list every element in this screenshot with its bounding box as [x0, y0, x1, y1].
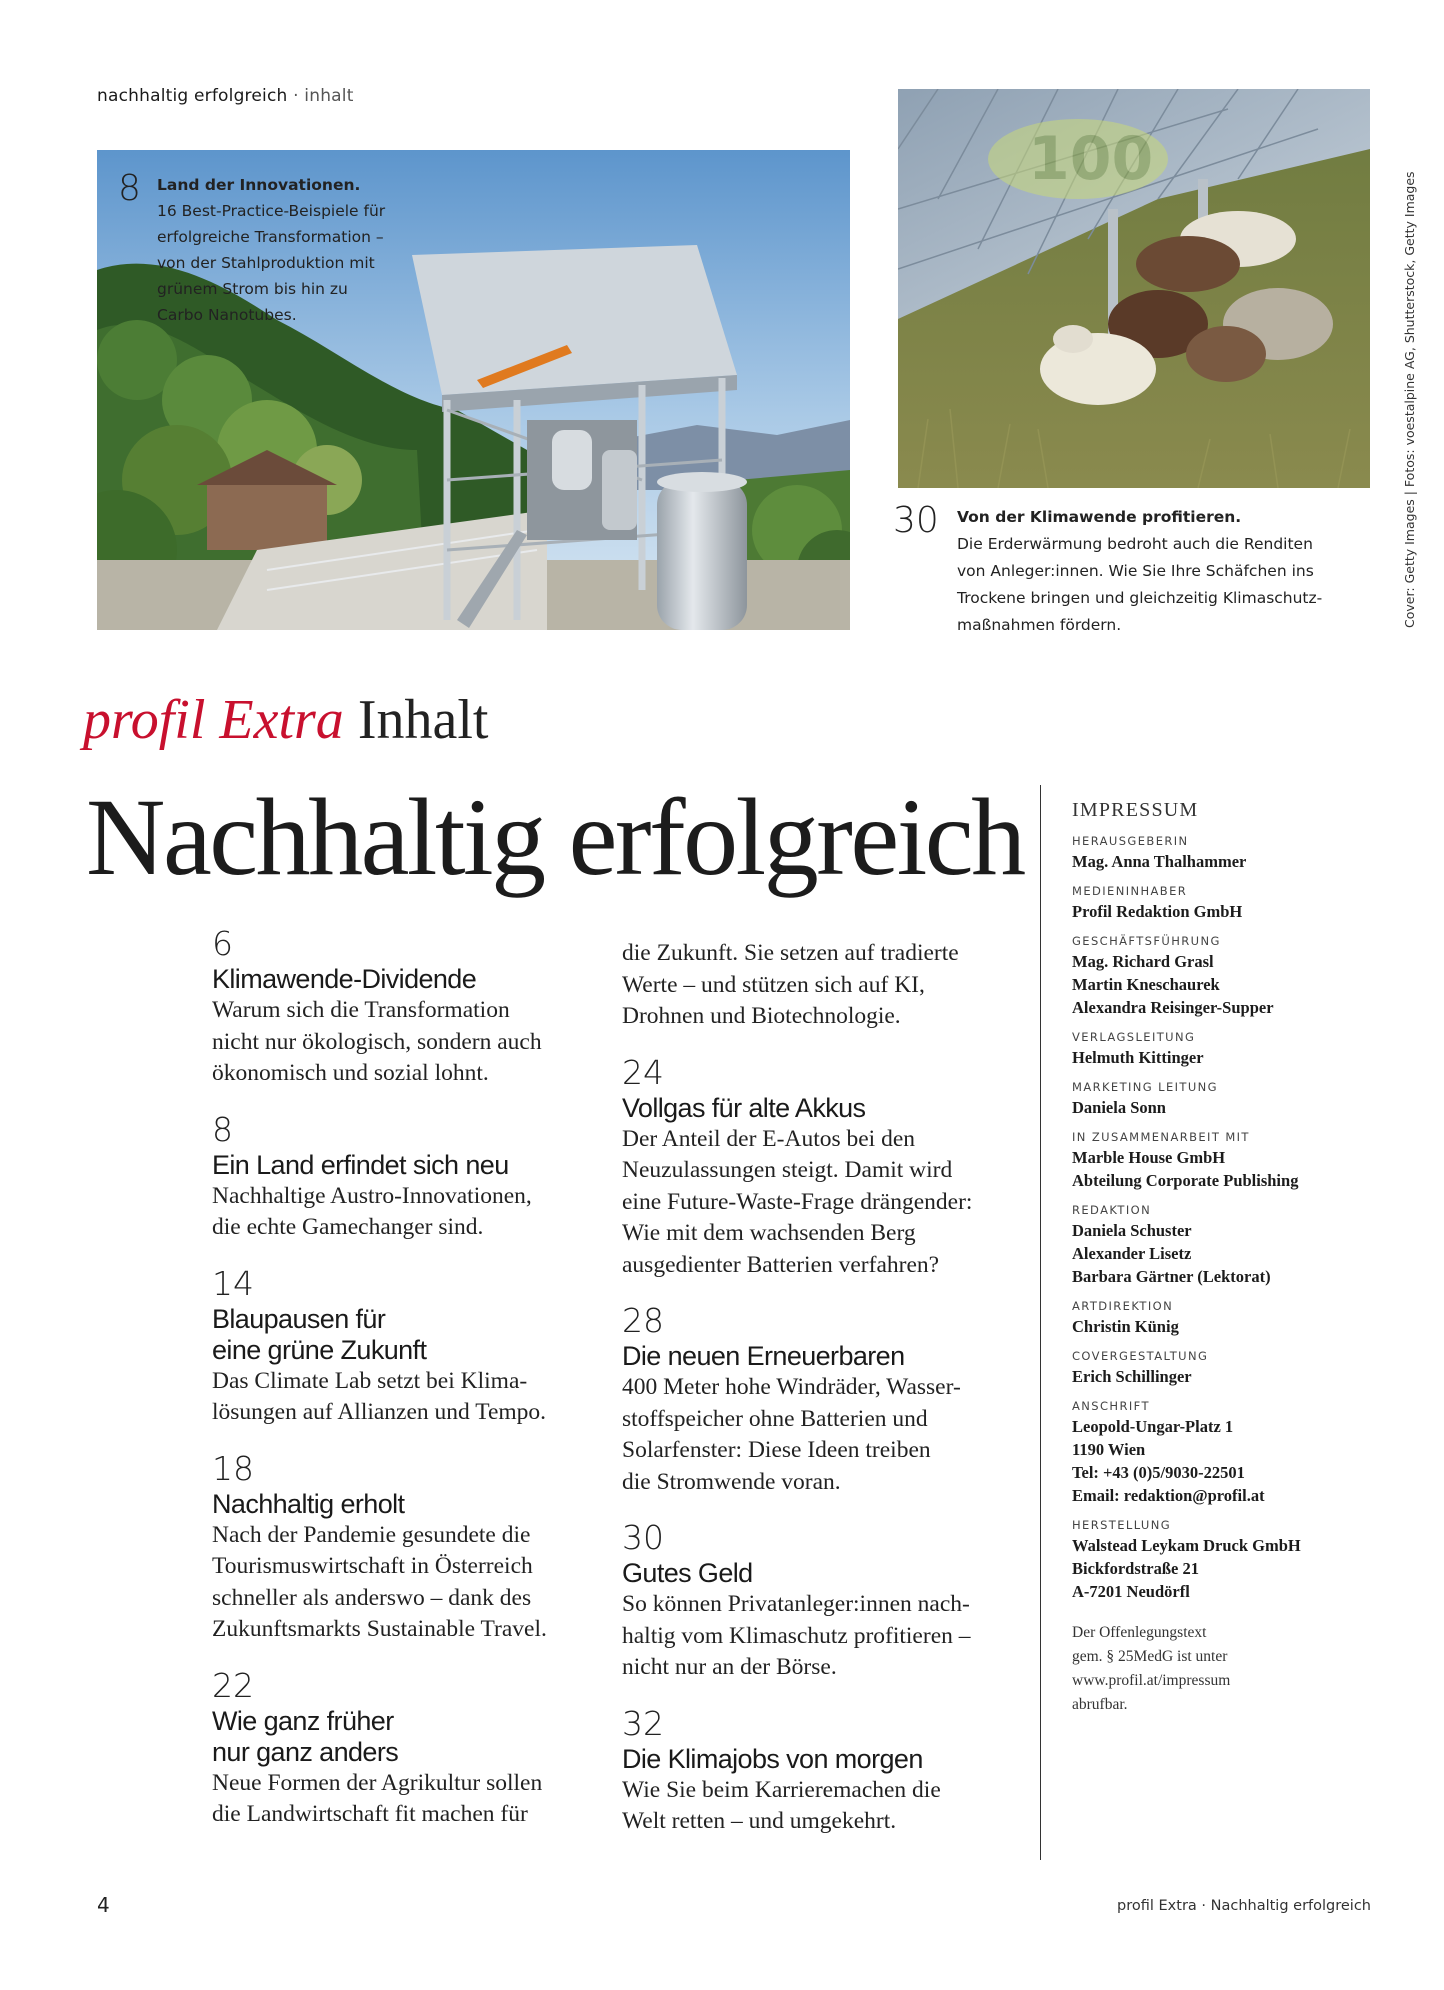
- toc-title: eine grüne Zukunft: [212, 1334, 427, 1365]
- impressum-section: [1072, 1078, 1372, 1119]
- photo-credit: [1402, 171, 1424, 628]
- toc-entry[interactable]: [622, 1053, 992, 1282]
- toc-desc-line: Neue Formen der Agrikultur sollen: [212, 1769, 543, 1796]
- toc-desc-line: 400 Meter hohe Windräder, Wasser-: [622, 1374, 961, 1400]
- impressum-line: Mag. Anna Thalhammer: [1072, 852, 1247, 871]
- impressum-note-line: gem. § 25MedG ist unter: [1072, 1648, 1228, 1665]
- impressum-section: [1072, 932, 1372, 1019]
- caption-title: Land der Innovationen.: [157, 176, 361, 194]
- impressum-line: Tel: +43 (0)5/9030-22501: [1072, 1463, 1245, 1482]
- impressum-label: MEDIENINHABER: [1072, 884, 1188, 898]
- impressum-section: [1072, 1397, 1372, 1507]
- toc-desc-line: Warum sich die Transformation: [212, 997, 510, 1023]
- toc-entry[interactable]: [212, 1449, 572, 1646]
- impressum: [1072, 799, 1372, 1717]
- toc-desc-continuation: die Zukunft. Sie setzen auf tradierte: [622, 940, 959, 966]
- toc-desc-line: nicht nur an der Börse.: [622, 1654, 837, 1680]
- impressum-label: MARKETING LEITUNG: [1072, 1080, 1218, 1094]
- caption-line: grünem Strom bis hin zu: [157, 280, 348, 298]
- toc-desc-line: Das Climate Lab setzt bei Klima-: [212, 1367, 528, 1394]
- toc-title: Nachhaltig erholt: [212, 1488, 405, 1519]
- brand-logo-text: profil Extra: [83, 689, 344, 751]
- section-kicker: [97, 86, 354, 106]
- caption-line: Die Erderwärmung bedroht auch die Renditen: [957, 535, 1313, 553]
- impressum-label: GESCHÄFTSFÜHRUNG: [1072, 934, 1221, 948]
- toc-title: Klimawende-Dividende: [212, 964, 477, 994]
- caption-page-number: 8: [118, 168, 141, 209]
- impressum-label: COVERGESTALTUNG: [1072, 1349, 1209, 1363]
- impressum-line: Mag. Richard Grasl: [1072, 952, 1214, 971]
- impressum-label: ANSCHRIFT: [1072, 1399, 1150, 1413]
- page-title: Nachhaltig erfolgreich: [86, 776, 1024, 898]
- toc-desc-line: ökonomisch und sozial lohnt.: [212, 1060, 489, 1086]
- toc-title: Wie ganz früher: [212, 1705, 394, 1736]
- toc-desc-line: die echte Gamechanger sind.: [212, 1214, 484, 1240]
- impressum-line: Abteilung Corporate Publishing: [1072, 1171, 1299, 1190]
- caption-line: erfolgreiche Transformation –: [157, 228, 384, 246]
- photo-credit-text: Cover: Getty Images | Fotos: voestalpine AG, Shutterstock, Getty Images: [1402, 171, 1417, 628]
- impressum-section: [1072, 1297, 1372, 1338]
- toc-desc-line: stoffspeicher ohne Batterien und: [622, 1405, 928, 1432]
- toc-page-number: 28: [622, 1301, 664, 1340]
- toc-column-right: [622, 938, 992, 1838]
- impressum-email[interactable]: Email: redaktion@profil.at: [1072, 1486, 1265, 1505]
- impressum-label: ARTDIREKTION: [1072, 1299, 1174, 1313]
- impressum-line: 1190 Wien: [1072, 1440, 1146, 1459]
- impressum-line: Alexandra Reisinger-Supper: [1072, 998, 1274, 1017]
- impressum-label: HERSTELLUNG: [1072, 1518, 1172, 1532]
- caption-page-number: 30: [893, 500, 939, 541]
- impressum-line: Barbara Gärtner (Lektorat): [1072, 1267, 1271, 1286]
- toc-desc-line: Wie Sie beim Karrieremachen die: [622, 1776, 941, 1803]
- impressum-line: Leopold-Ungar-Platz 1: [1072, 1417, 1234, 1436]
- toc-desc-line: lösungen auf Allianzen und Tempo.: [212, 1399, 547, 1425]
- toc-page-number: 22: [212, 1665, 254, 1705]
- impressum-line: Daniela Schuster: [1072, 1221, 1192, 1240]
- toc-desc-line: eine Future-Waste-Frage drängender:: [622, 1188, 973, 1215]
- impressum-note-line: abrufbar.: [1072, 1696, 1128, 1713]
- impressum-note-line: Der Offenlegungstext: [1072, 1624, 1207, 1641]
- caption-line: von Anleger:innen. Wie Sie Ihre Schäfchen ins: [957, 562, 1314, 580]
- impressum-line: Marble House GmbH: [1072, 1148, 1226, 1167]
- impressum-label: REDAKTION: [1072, 1203, 1152, 1217]
- toc-desc-line: schneller als anderswo – dank des: [212, 1584, 532, 1611]
- toc-desc-line: Wie mit dem wachsenden Berg: [622, 1220, 916, 1246]
- impressum-section: [1072, 882, 1372, 923]
- toc-desc-line: nicht nur ökologisch, sondern auch: [212, 1028, 542, 1055]
- caption-line: Trockene bringen und gleichzeitig Klimaschutz-: [957, 589, 1323, 607]
- toc-entry[interactable]: [622, 1301, 992, 1498]
- toc-page-number: 18: [212, 1448, 254, 1488]
- toc-desc-continuation: Werte – und stützen sich auf KI,: [622, 971, 925, 998]
- brand-section: Inhalt: [343, 689, 489, 751]
- impressum-section: [1072, 1128, 1372, 1192]
- brand-line: [83, 685, 488, 755]
- toc-desc-line: Nach der Pandemie gesundete die: [212, 1521, 531, 1548]
- page-number: 4: [97, 1893, 110, 1917]
- impressum-section: [1072, 1516, 1372, 1603]
- impressum-line: Alexander Lisetz: [1072, 1244, 1192, 1263]
- impressum-line: A-7201 Neudörfl: [1072, 1582, 1190, 1601]
- toc-desc-line: die Landwirtschaft fit machen für: [212, 1801, 528, 1827]
- toc-page-number: 14: [212, 1263, 254, 1303]
- toc-page-number: 32: [622, 1703, 664, 1743]
- toc-page-number: 8: [212, 1109, 233, 1149]
- kicker-subsection: inhalt: [304, 86, 354, 106]
- impressum-note-link[interactable]: www.profil.at/impressum: [1072, 1672, 1231, 1689]
- running-footer: profil Extra · Nachhaltig erfolgreich: [1117, 1898, 1371, 1914]
- impressum-line: Erich Schillinger: [1072, 1367, 1192, 1386]
- toc-desc-line: die Stromwende voran.: [622, 1468, 841, 1495]
- toc-entry[interactable]: [622, 1704, 992, 1838]
- toc-title: nur ganz anders: [212, 1736, 399, 1767]
- toc-desc-line: Zukunftsmarkts Sustainable Travel.: [212, 1616, 547, 1642]
- impressum-divider: [1040, 785, 1041, 1860]
- toc-desc-line: Der Anteil der E-Autos bei den: [622, 1125, 916, 1152]
- impressum-title: IMPRESSUM: [1072, 799, 1199, 821]
- toc-title: Ein Land erfindet sich neu: [212, 1149, 509, 1180]
- impressum-section: [1072, 1347, 1372, 1388]
- toc-page-number: 24: [622, 1052, 664, 1092]
- photo-sheep-solar: [898, 89, 1370, 488]
- caption-line: Carbo Nanotubes.: [157, 306, 297, 324]
- toc-title: Blaupausen für: [212, 1303, 386, 1334]
- caption-line: 16 Best-Practice-Beispiele für: [157, 202, 386, 220]
- kicker-section: nachhaltig erfolgreich: [97, 86, 288, 106]
- impressum-line: Christin Künig: [1072, 1317, 1179, 1336]
- toc-entry[interactable]: [212, 924, 572, 1090]
- caption-line: von der Stahlproduktion mit: [157, 254, 375, 272]
- impressum-line: Profil Redaktion GmbH: [1072, 902, 1243, 921]
- impressum-line: Bickfordstraße 21: [1072, 1559, 1199, 1578]
- toc-entry[interactable]: [212, 1264, 572, 1429]
- toc-desc-line: Solarfenster: Diese Ideen treiben: [622, 1437, 931, 1463]
- toc-entry[interactable]: [622, 1518, 992, 1684]
- impressum-label: IN ZUSAMMENARBEIT MIT: [1072, 1130, 1250, 1144]
- toc-title: Die Klimajobs von morgen: [622, 1743, 923, 1774]
- caption-body: [957, 504, 1357, 639]
- toc-title: Vollgas für alte Akkus: [622, 1092, 866, 1123]
- toc-page-number: 30: [622, 1518, 664, 1557]
- impressum-section: [1072, 1201, 1372, 1288]
- toc-title: Gutes Geld: [622, 1558, 753, 1588]
- toc-column-left: [212, 924, 572, 1831]
- impressum-note: [1072, 1621, 1372, 1717]
- toc-desc-continuation: Drohnen und Biotechnologie.: [622, 1003, 901, 1029]
- toc-desc-line: haltig vom Klimaschutz profitieren –: [622, 1622, 971, 1649]
- impressum-label: VERLAGSLEITUNG: [1072, 1030, 1196, 1044]
- kicker-separator: ·: [287, 86, 305, 106]
- toc-desc-line: So können Privatanleger:innen nach-: [622, 1591, 970, 1617]
- impressum-section: [1072, 1028, 1372, 1069]
- toc-desc-line: ausgedienter Batterien verfahren?: [622, 1251, 940, 1278]
- toc-desc-line: Tourismuswirtschaft in Österreich: [212, 1553, 533, 1579]
- impressum-label: HERAUSGEBERIN: [1072, 834, 1189, 848]
- toc-title: Die neuen Erneuerbaren: [622, 1341, 905, 1371]
- toc-desc-line: Neuzulassungen steigt. Damit wird: [622, 1157, 953, 1183]
- impressum-section: [1072, 832, 1372, 873]
- impressum-line: Daniela Sonn: [1072, 1098, 1166, 1117]
- toc-desc-line: Nachhaltige Austro-Innovationen,: [212, 1182, 532, 1209]
- caption-line: maßnahmen fördern.: [957, 616, 1122, 634]
- impressum-line: Martin Kneschaurek: [1072, 975, 1220, 994]
- impressum-line: Walstead Leykam Druck GmbH: [1072, 1536, 1301, 1555]
- toc-entry[interactable]: [212, 1110, 572, 1244]
- svg-text:100: 100: [1028, 124, 1154, 194]
- toc-entry[interactable]: [212, 1666, 572, 1831]
- toc-page-number: 6: [212, 924, 233, 963]
- impressum-line: Helmuth Kittinger: [1072, 1048, 1204, 1067]
- caption-body: [157, 172, 407, 328]
- toc-desc-line: Welt retten – und umgekehrt.: [622, 1808, 897, 1834]
- caption-title: Von der Klimawende profitieren.: [957, 508, 1242, 526]
